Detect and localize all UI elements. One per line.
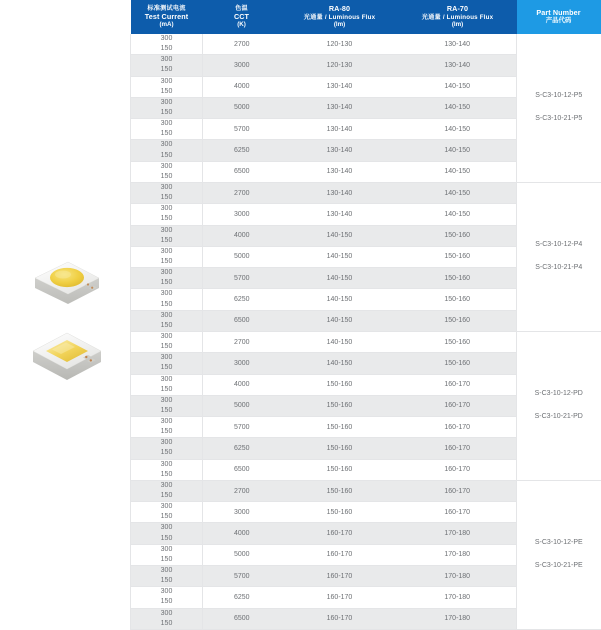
test-current-high: 300 [160,332,173,340]
test-current-high: 300 [160,141,173,149]
test-current-high: 300 [160,609,173,617]
cell-ra70-flux: 160-170 [399,374,517,395]
column-header-ra70-unit: (lm) [451,21,464,29]
column-header-ra80-cn: 光通量 / Luminous Flux [303,13,376,21]
test-current-high: 300 [160,460,173,468]
cell-ra70-flux: 160-170 [399,438,517,459]
column-header-cct-unit: (K) [237,21,246,29]
test-current-low: 150 [160,364,173,372]
test-current-high: 300 [160,56,173,64]
cell-ra70-flux: 130-140 [399,55,517,76]
cell-cct: 3000 [203,353,281,374]
cell-test-current [131,140,203,161]
cell-cct: 5700 [203,119,281,140]
cell-test-current [131,310,203,331]
cell-ra70-flux: 150-160 [399,310,517,331]
test-current-high: 300 [160,588,173,596]
test-current-high: 300 [160,396,173,404]
cell-test-current [131,55,203,76]
test-current-high: 300 [160,545,173,553]
cell-test-current [131,417,203,438]
test-current-high: 300 [160,162,173,170]
cell-ra70-flux: 170-180 [399,608,517,629]
cell-ra70-flux: 160-170 [399,502,517,523]
table-body [131,34,601,629]
column-header-ra70-cn: 光通量 / Luminous Flux [421,13,494,21]
cell-cct: 2700 [203,480,281,501]
column-header-ra80 [281,0,399,34]
cell-part-number-group [517,182,601,331]
cell-cct: 6250 [203,438,281,459]
part-number-spacer [517,104,601,111]
part-number-secondary: S-C3-10-21-P5 [535,115,583,123]
cell-ra70-flux: 160-170 [399,480,517,501]
cell-test-current [131,587,203,608]
led-package-square-phosphor-figure [0,320,130,392]
cell-ra80-flux: 150-160 [281,480,399,501]
cell-ra80-flux: 160-170 [281,523,399,544]
test-current-high: 300 [160,290,173,298]
cell-cct: 2700 [203,331,281,352]
part-number-primary: S-C3-10-12-PD [534,390,583,398]
cell-cct: 5000 [203,97,281,118]
test-current-low: 150 [160,172,173,180]
cell-cct: 4000 [203,76,281,97]
cell-ra80-flux: 140-150 [281,331,399,352]
column-header-test-current-cn: 标准测试电流 [147,5,186,13]
test-current-high: 300 [160,269,173,277]
test-current-low: 150 [160,45,173,53]
cell-test-current [131,76,203,97]
test-current-low: 150 [160,577,173,585]
test-current-low: 150 [160,428,173,436]
table-row [131,480,601,501]
test-current-low: 150 [160,555,173,563]
led-package-round-phosphor-icon [19,248,111,318]
test-current-high: 300 [160,418,173,426]
test-current-high: 300 [160,567,173,575]
cell-cct: 5000 [203,395,281,416]
cell-ra80-flux: 140-150 [281,289,399,310]
cell-ra80-flux: 160-170 [281,544,399,565]
cell-cct: 6250 [203,289,281,310]
column-header-test-current [131,0,203,34]
column-header-test-current-en: Test Current [144,11,189,21]
cell-ra80-flux: 150-160 [281,459,399,480]
test-current-low: 150 [160,449,173,457]
test-current-low: 150 [160,194,173,202]
part-number-primary: S-C3-10-12-P5 [535,92,583,100]
test-current-high: 300 [160,247,173,255]
cell-test-current [131,119,203,140]
led-package-round-phosphor-figure [0,248,130,320]
test-current-low: 150 [160,279,173,287]
cell-ra70-flux: 140-150 [399,161,517,182]
column-header-part-number-en: Part Number [536,7,581,17]
cell-cct: 6250 [203,140,281,161]
cell-cct: 3000 [203,502,281,523]
test-current-high: 300 [160,183,173,191]
led-specification-table [130,0,601,630]
cell-test-current [131,459,203,480]
cell-test-current [131,97,203,118]
cell-cct: 6500 [203,161,281,182]
column-header-cct-cn: 色温 [235,5,248,13]
test-current-high: 300 [160,503,173,511]
cell-ra70-flux: 150-160 [399,268,517,289]
cell-test-current [131,544,203,565]
cell-cct: 6250 [203,587,281,608]
cell-test-current [131,374,203,395]
test-current-low: 150 [160,257,173,265]
cell-ra80-flux: 150-160 [281,395,399,416]
table-header-row [131,0,601,34]
cell-ra70-flux: 140-150 [399,97,517,118]
led-package-square-phosphor-icon [19,320,111,390]
cell-cct: 5000 [203,246,281,267]
cell-cct: 6500 [203,459,281,480]
test-current-high: 300 [160,311,173,319]
cell-ra80-flux: 130-140 [281,204,399,225]
part-number-primary: S-C3-10-12-P4 [535,241,583,249]
test-current-high: 300 [160,35,173,42]
column-header-ra70 [399,0,517,34]
part-number-primary: S-C3-10-12-PE [534,539,583,547]
column-header-ra80-en: RA-80 [328,4,351,14]
cell-test-current [131,566,203,587]
cell-ra70-flux: 150-160 [399,353,517,374]
cell-ra80-flux: 150-160 [281,438,399,459]
cell-ra70-flux: 140-150 [399,182,517,203]
cell-ra70-flux: 130-140 [399,34,517,55]
cell-cct: 3000 [203,55,281,76]
cell-ra70-flux: 150-160 [399,289,517,310]
test-current-low: 150 [160,513,173,521]
cell-ra80-flux: 130-140 [281,76,399,97]
column-header-cct [203,0,281,34]
cell-cct: 3000 [203,204,281,225]
cell-ra80-flux: 140-150 [281,225,399,246]
cell-part-number-group [517,34,601,182]
test-current-low: 150 [160,236,173,244]
cell-test-current [131,353,203,374]
test-current-low: 150 [160,534,173,542]
cell-test-current [131,523,203,544]
table-header [131,0,601,34]
cell-cct: 4000 [203,523,281,544]
cell-ra70-flux: 170-180 [399,566,517,587]
test-current-high: 300 [160,77,173,85]
cell-part-number-group [517,331,601,480]
table-row [131,331,601,352]
cell-test-current [131,268,203,289]
led-illustration-column [0,0,130,600]
column-header-part-number-cn: 产品代码 [545,17,572,25]
cell-cct: 5700 [203,268,281,289]
test-current-high: 300 [160,375,173,383]
cell-cct: 6500 [203,310,281,331]
cell-ra70-flux: 140-150 [399,76,517,97]
test-current-low: 150 [160,130,173,138]
cell-ra80-flux: 150-160 [281,374,399,395]
test-current-high: 300 [160,205,173,213]
column-header-ra80-unit: (lm) [333,21,346,29]
cell-cct: 2700 [203,182,281,203]
part-number-spacer [517,402,601,409]
cell-ra70-flux: 140-150 [399,119,517,140]
cell-ra80-flux: 150-160 [281,417,399,438]
cell-test-current [131,161,203,182]
cell-cct: 4000 [203,225,281,246]
cell-cct: 2700 [203,34,281,55]
cell-ra80-flux: 140-150 [281,353,399,374]
cell-ra70-flux: 160-170 [399,459,517,480]
test-current-low: 150 [160,66,173,74]
cell-test-current [131,395,203,416]
cell-test-current [131,608,203,629]
test-current-low: 150 [160,406,173,414]
test-current-low: 150 [160,87,173,95]
cell-test-current [131,438,203,459]
cell-ra80-flux: 160-170 [281,587,399,608]
cell-ra70-flux: 140-150 [399,140,517,161]
column-header-ra70-en: RA-70 [446,4,469,14]
part-number-spacer [517,253,601,260]
cell-ra80-flux: 130-140 [281,119,399,140]
test-current-high: 300 [160,524,173,532]
cell-ra80-flux: 140-150 [281,268,399,289]
cell-test-current [131,331,203,352]
test-current-low: 150 [160,492,173,500]
cell-ra80-flux: 130-140 [281,182,399,203]
cell-ra70-flux: 150-160 [399,331,517,352]
cell-test-current [131,182,203,203]
cell-test-current [131,34,203,55]
test-current-low: 150 [160,321,173,329]
test-current-low: 150 [160,343,173,351]
cell-test-current [131,246,203,267]
test-current-low: 150 [160,385,173,393]
specification-table-container [130,0,600,627]
cell-test-current [131,502,203,523]
cell-ra70-flux: 160-170 [399,417,517,438]
cell-part-number-group [517,480,601,629]
cell-ra80-flux: 130-140 [281,97,399,118]
test-current-low: 150 [160,598,173,606]
test-current-low: 150 [160,470,173,478]
cell-ra70-flux: 150-160 [399,225,517,246]
cell-test-current [131,204,203,225]
test-current-high: 300 [160,439,173,447]
cell-ra80-flux: 160-170 [281,566,399,587]
part-number-secondary: S-C3-10-21-PD [534,413,583,421]
cell-ra70-flux: 140-150 [399,204,517,225]
cell-ra80-flux: 140-150 [281,246,399,267]
test-current-high: 300 [160,481,173,489]
cell-ra70-flux: 150-160 [399,246,517,267]
cell-ra80-flux: 120-130 [281,34,399,55]
cell-ra80-flux: 140-150 [281,310,399,331]
cell-cct: 4000 [203,374,281,395]
test-current-low: 150 [160,619,173,627]
test-current-high: 300 [160,120,173,128]
test-current-high: 300 [160,354,173,362]
cell-ra80-flux: 130-140 [281,161,399,182]
cell-test-current [131,289,203,310]
cell-ra80-flux: 130-140 [281,140,399,161]
column-header-cct-en: CCT [233,11,250,21]
cell-ra80-flux: 120-130 [281,55,399,76]
cell-cct: 6500 [203,608,281,629]
cell-cct: 5000 [203,544,281,565]
cell-ra70-flux: 170-180 [399,544,517,565]
cell-ra70-flux: 160-170 [399,395,517,416]
column-header-test-current-unit: (mA) [159,21,174,29]
test-current-high: 300 [160,98,173,106]
test-current-low: 150 [160,215,173,223]
column-header-part-number [517,0,601,34]
cell-cct: 5700 [203,417,281,438]
table-row [131,34,601,55]
cell-test-current [131,480,203,501]
cell-test-current [131,225,203,246]
table-row [131,182,601,203]
cell-cct: 5700 [203,566,281,587]
test-current-high: 300 [160,226,173,234]
part-number-spacer [517,551,601,558]
test-current-low: 150 [160,151,173,159]
part-number-secondary: S-C3-10-21-PE [534,562,583,570]
cell-ra70-flux: 170-180 [399,523,517,544]
test-current-low: 150 [160,108,173,116]
cell-ra80-flux: 150-160 [281,502,399,523]
part-number-secondary: S-C3-10-21-P4 [535,264,583,272]
test-current-low: 150 [160,300,173,308]
cell-ra70-flux: 170-180 [399,587,517,608]
cell-ra80-flux: 160-170 [281,608,399,629]
